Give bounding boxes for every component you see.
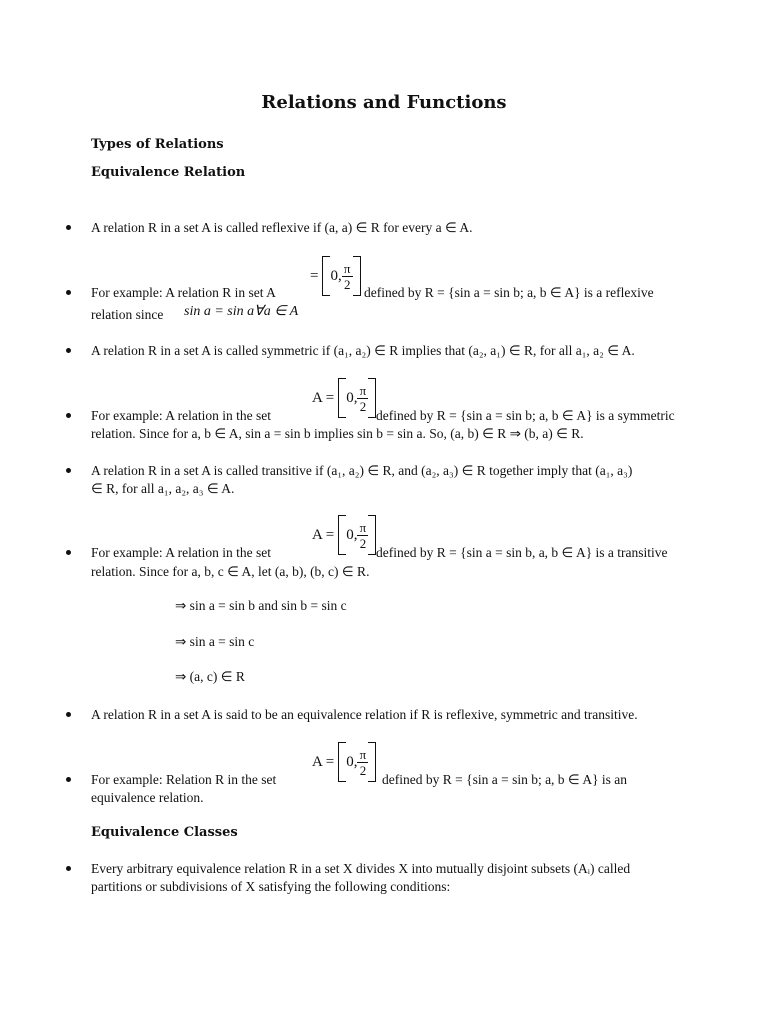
- denominator: 2: [343, 276, 351, 292]
- heading-equivalence-relation: Equivalence Relation: [91, 165, 246, 180]
- reflexive-example-start: For example: A relation R in set A: [91, 285, 276, 300]
- heading-equivalence-classes: Equivalence Classes: [91, 825, 238, 840]
- derivation-step-1: ⇒ sin a = sin b and sin b = sin c: [175, 598, 347, 613]
- reflexive-formula: sin a = sin a∀a ∈ A: [184, 304, 299, 319]
- bullet: [66, 413, 71, 418]
- denominator: 2: [359, 398, 367, 414]
- bullet: [66, 550, 71, 555]
- transitive-definition-line2: ∈ R, for all a₁, a₂, a₃ ∈ A.: [91, 481, 235, 496]
- set-a-equals: A =: [312, 753, 335, 770]
- denominator: 2: [359, 535, 367, 551]
- symmetric-example-end: defined by R = {sin a = sin b; a, b ∈ A} is a symmetric: [376, 408, 675, 423]
- bullet: [66, 225, 71, 230]
- set-a-equals: A =: [312, 389, 335, 406]
- equivalence-example-line1: [91, 771, 731, 789]
- symmetric-example-line2: relation. Since for a, b ∈ A, sin a = sin b implies sin b = sin a. So, (a, b) ∈ R ⇒ (b, a) ∈ R.: [91, 426, 584, 441]
- denominator: 2: [359, 762, 367, 778]
- pi-symbol: π: [359, 519, 367, 535]
- pi-symbol: π: [343, 260, 351, 276]
- pi-symbol: π: [359, 746, 367, 762]
- classes-definition-line1: Every arbitrary equivalence relation R in a set X divides X into mutually disjoint subsets (Aᵢ) called: [91, 861, 631, 876]
- equivalence-example-end: defined by R = {sin a = sin b; a, b ∈ A} is an: [382, 772, 628, 787]
- transitive-example-line1: [91, 544, 731, 562]
- equals-sign: =: [310, 267, 319, 284]
- reflexive-definition: A relation R in a set A is called reflexive if (a, a) ∈ R for every a ∈ A.: [91, 220, 473, 235]
- equivalence-example-line2: equivalence relation.: [91, 790, 204, 805]
- symmetric-example-start: For example: A relation in the set: [91, 408, 271, 423]
- classes-definition-line2: partitions or subdivisions of X satisfying the following conditions:: [91, 879, 451, 894]
- symmetric-definition: A relation R in a set A is called symmetric if (a₁, a₂) ∈ R implies that (a₂, a₁) ∈ R, for all a₁, a₂ ∈ A.: [91, 343, 635, 358]
- reflexive-example-since: relation since: [91, 307, 164, 322]
- derivation-step-2: ⇒ sin a = sin c: [175, 634, 255, 649]
- transitive-example-line2: relation. Since for a, b, c ∈ A, let (a, b), (b, c) ∈ R.: [91, 564, 370, 579]
- heading-types-of-relations: Types of Relations: [91, 137, 224, 152]
- bullet: [66, 468, 71, 473]
- bullet: [66, 712, 71, 717]
- interval-start: 0,: [346, 526, 358, 543]
- equivalence-example-start: For example: Relation R in the set: [91, 772, 277, 787]
- transitive-example-start: For example: A relation in the set: [91, 545, 271, 560]
- transitive-example-end: defined by R = {sin a = sin b, a, b ∈ A} is a transitive: [376, 545, 668, 560]
- symmetric-example-line1: [91, 407, 731, 425]
- derivation-step-3: ⇒ (a, c) ∈ R: [175, 669, 245, 684]
- bullet: [66, 348, 71, 353]
- interval-start: 0,: [346, 753, 358, 770]
- reflexive-example-end: defined by R = {sin a = sin b; a, b ∈ A} is a reflexive: [364, 285, 654, 300]
- reflexive-example-line2: [91, 306, 731, 324]
- interval-start: 0,: [346, 389, 358, 406]
- reflexive-example-line1: [91, 284, 731, 302]
- bullet: [66, 777, 71, 782]
- interval-start: 0,: [330, 267, 342, 284]
- pi-symbol: π: [359, 382, 367, 398]
- bullet: [66, 290, 71, 295]
- set-a-equals: A =: [312, 526, 335, 543]
- page-title: Relations and Functions: [261, 92, 507, 113]
- transitive-definition-line1: A relation R in a set A is called transitive if (a₁, a₂) ∈ R, and (a₂, a₃) ∈ R together imply that (a₁, a₃): [91, 463, 633, 478]
- bullet: [66, 866, 71, 871]
- equivalence-definition: A relation R in a set A is said to be an equivalence relation if R is reflexive, symmetric and transitive.: [91, 707, 638, 722]
